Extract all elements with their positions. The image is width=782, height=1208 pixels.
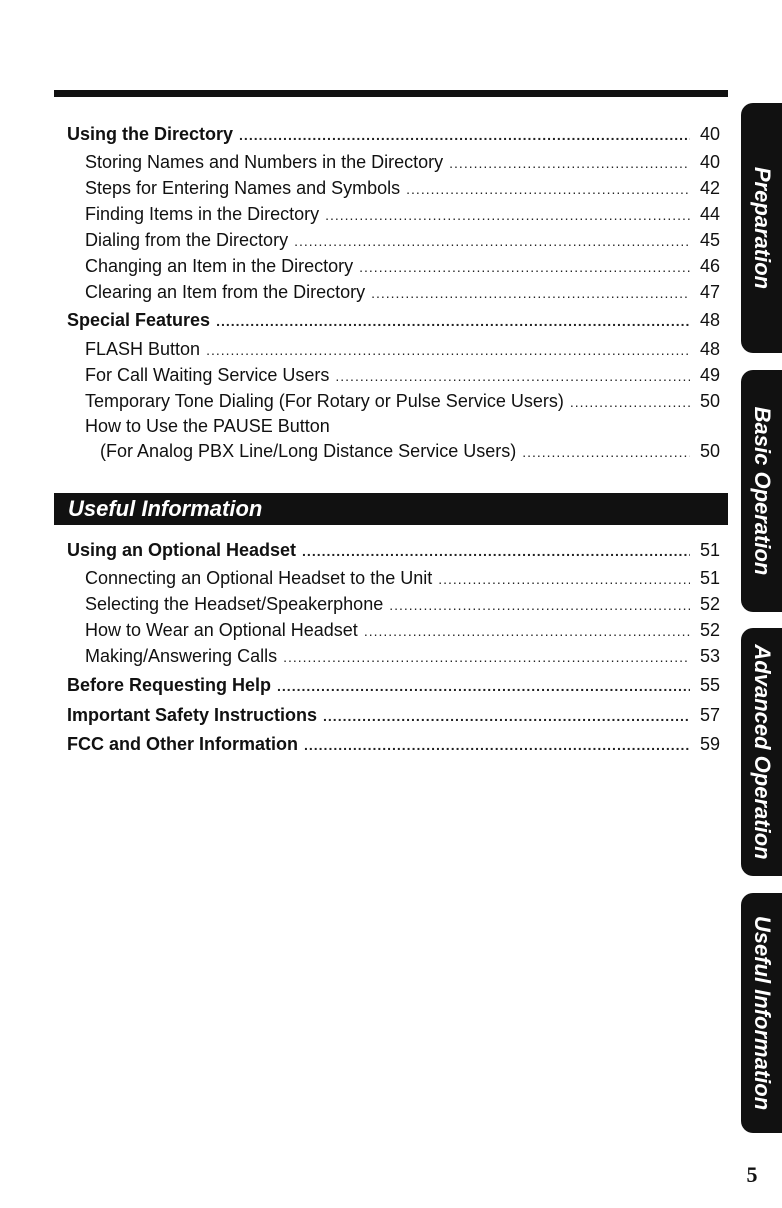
toc-entry-label: Making/Answering Calls <box>85 646 278 666</box>
side-tab-preparation[interactable] <box>741 103 782 353</box>
toc-entry[interactable] <box>0 700 720 726</box>
toc-entry-page: 48 <box>699 339 720 359</box>
toc-entry-label: Dialing from the Directory <box>85 230 289 250</box>
toc-entry-page: 53 <box>699 646 720 666</box>
toc-entry-page: 49 <box>699 365 720 385</box>
toc-entry-label: Temporary Tone Dialing (For Rotary or Pulse Service Users) <box>85 391 564 411</box>
toc-entry[interactable] <box>0 386 720 412</box>
toc-entry[interactable] <box>0 729 720 755</box>
toc-entry-page: 51 <box>699 540 720 560</box>
toc-entry[interactable] <box>0 334 720 360</box>
toc-entry-label: Important Safety Instructions <box>67 705 318 725</box>
toc-entry-label: FLASH Button <box>85 339 201 359</box>
toc-entry[interactable] <box>0 411 720 437</box>
toc-entry-label: Selecting the Headset/Speakerphone <box>85 594 384 614</box>
toc-entry[interactable] <box>0 641 720 667</box>
toc-entry-label: Clearing an Item from the Directory <box>85 282 366 302</box>
side-tab-label: Useful Information <box>749 915 775 1111</box>
toc-entry-page: 42 <box>699 178 720 198</box>
toc-entry-page: 47 <box>699 282 720 302</box>
toc-entry-label: FCC and Other Information <box>67 734 298 754</box>
toc-entry-page: 50 <box>699 391 720 411</box>
toc-entry-label: How to Use the PAUSE Button <box>85 416 330 436</box>
toc-entry-label: Finding Items in the Directory <box>85 204 320 224</box>
page-number: 5 <box>746 1162 758 1187</box>
toc-entry[interactable] <box>0 277 720 303</box>
toc-entry-label: Special Features <box>67 310 211 330</box>
side-tab-label: Advanced Operation <box>749 644 775 860</box>
toc-entry[interactable] <box>0 147 720 173</box>
toc-entry[interactable] <box>0 670 720 696</box>
toc-entry[interactable] <box>0 589 720 615</box>
toc-entry-label: Storing Names and Numbers in the Directory <box>85 152 444 172</box>
toc-entry-page: 52 <box>699 594 720 614</box>
toc-entry-label: Changing an Item in the Directory <box>85 256 354 276</box>
toc-entry-page: 40 <box>699 152 720 172</box>
side-tab-basic-operation[interactable] <box>741 370 782 612</box>
side-tab-advanced-operation[interactable] <box>741 628 782 876</box>
toc-entry-label: How to Wear an Optional Headset <box>85 620 358 640</box>
side-tab-label: Preparation <box>749 166 775 290</box>
toc-entry-page: 59 <box>699 734 720 754</box>
toc-entry-page: 48 <box>699 310 720 330</box>
toc-entry[interactable] <box>0 251 720 277</box>
toc-entry[interactable] <box>0 360 720 386</box>
toc-entry-label: (For Analog PBX Line/Long Distance Service Users) <box>100 441 517 461</box>
toc-entry-page: 46 <box>699 256 720 276</box>
toc-entry-page: 40 <box>699 124 720 144</box>
toc-entry[interactable] <box>0 563 720 589</box>
toc-entry-page: 51 <box>699 568 720 588</box>
toc-entry[interactable] <box>0 436 720 462</box>
side-tab-label: Basic Operation <box>749 406 775 576</box>
toc-entry[interactable] <box>0 615 720 641</box>
toc-entry[interactable] <box>0 225 720 251</box>
toc-entry[interactable] <box>0 305 720 331</box>
toc-entry[interactable] <box>0 173 720 199</box>
top-rule <box>54 90 728 97</box>
toc-entry-label: Connecting an Optional Headset to the Unit <box>85 568 433 588</box>
toc-entry-page: 57 <box>699 705 720 725</box>
toc-entry[interactable] <box>0 119 720 145</box>
toc-entry-page: 44 <box>699 204 720 224</box>
toc-entry-page: 52 <box>699 620 720 640</box>
toc-entry-page: 50 <box>699 441 720 461</box>
toc-entry-label: Steps for Entering Names and Symbols <box>85 178 401 198</box>
toc-entry-label: For Call Waiting Service Users <box>85 365 330 385</box>
side-tab-useful-information[interactable] <box>741 893 782 1133</box>
toc-entry[interactable] <box>0 535 720 561</box>
section-banner-useful-information: Useful Information <box>54 493 728 525</box>
toc-entry-page: 45 <box>699 230 720 250</box>
toc-entry[interactable] <box>0 199 720 225</box>
toc-entry-label: Before Requesting Help <box>67 675 272 695</box>
toc-entry-label: Using an Optional Headset <box>67 540 297 560</box>
toc-entry-page: 55 <box>699 675 720 695</box>
toc-entry-label: Using the Directory <box>67 124 234 144</box>
